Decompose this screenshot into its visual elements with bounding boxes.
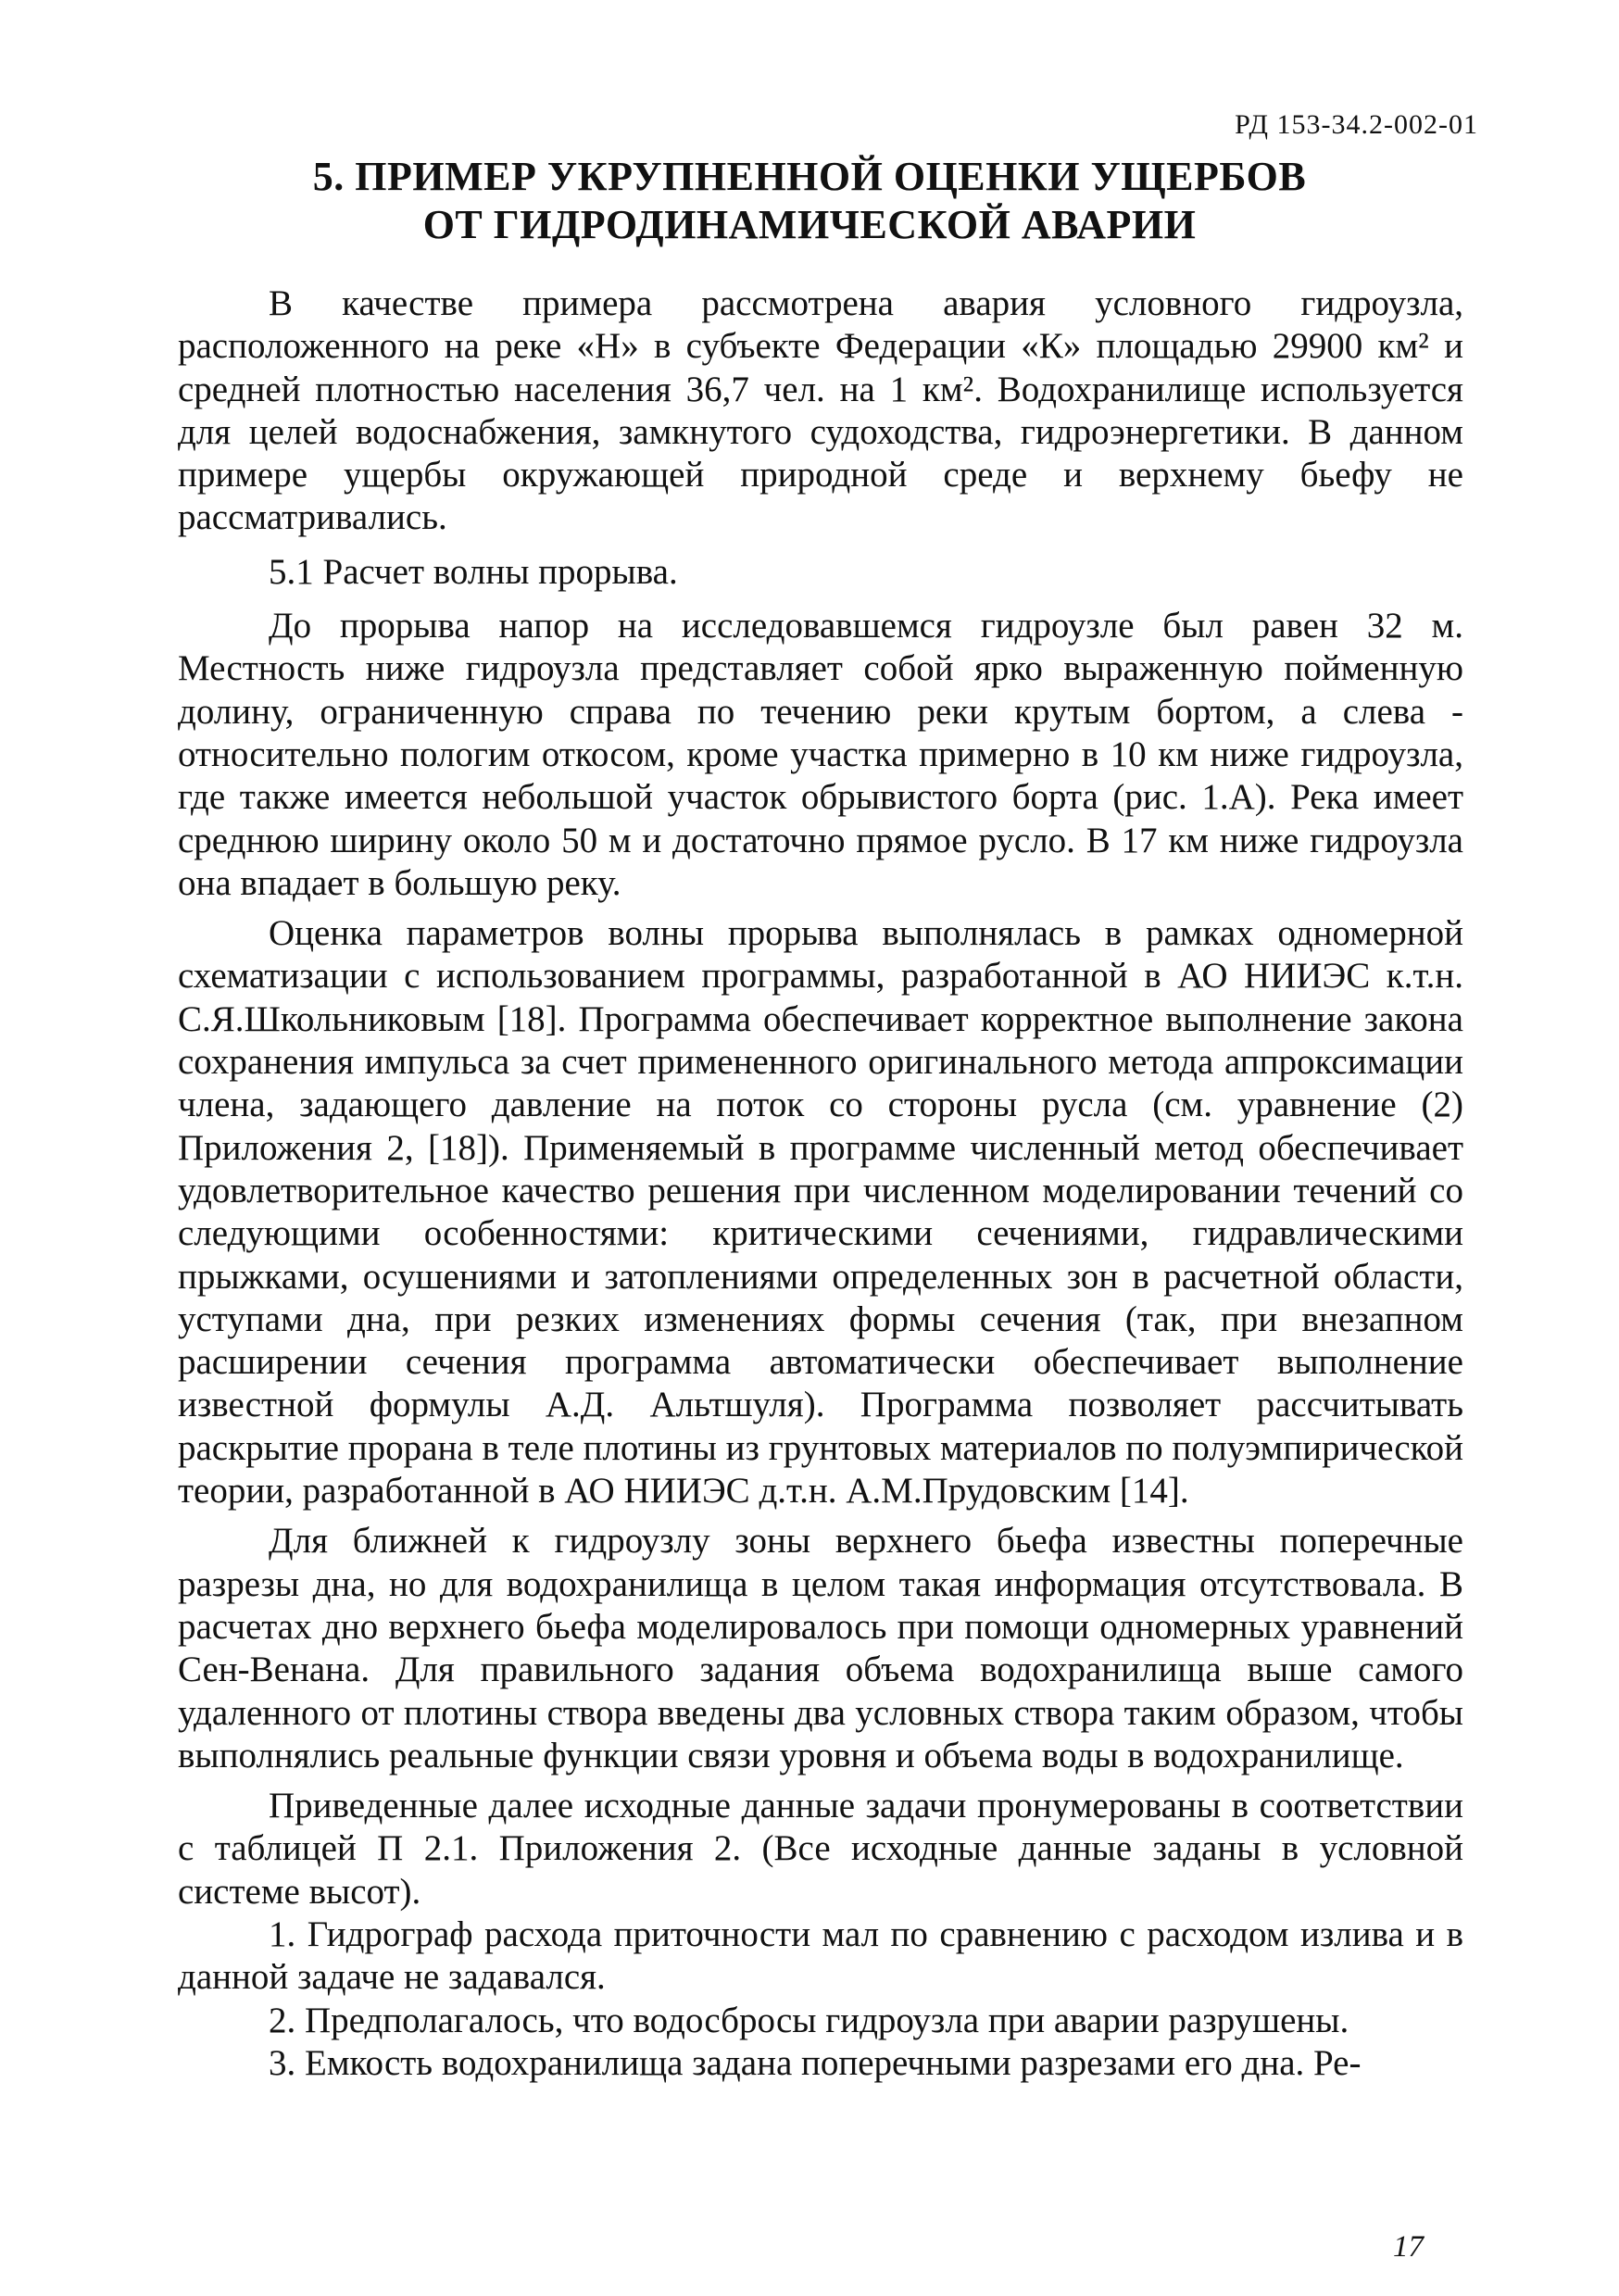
section-title-line-2: ОТ ГИДРОДИНАМИЧЕСКОЙ АВАРИИ [422,202,1197,247]
paragraph-upstream: Для ближней к гидроузлу зоны верхнего бьефа известны поперечные разрезы дна, но для водохранилища в целом такая информация отсутствовала. В расчетах дно верхнего бьефа моделировалось при помощи одномерных уравнений Сен-Венана. Для правильного задания объема водохранилища выше самого удаленного от плотины створа введены два условных створа таким образом, чтобы выполнялись реальные функции связи уровня и объема воды в водохранилище. [178,1521,1463,1775]
list-item-2: 2. Предполагалось, что водосбросы гидроузла при аварии разрушены. [269,2000,1349,2040]
paragraph-input-data: Приведенные далее исходные данные задачи пронумерованы в соответствии с таблицей П 2.1. Приложения 2. (Все исходные данные заданы в условной системе высот). [178,1786,1463,1912]
subsection-heading: 5.1 Расчет волны прорыва. [269,551,678,592]
paragraph-method: Оценка параметров волны прорыва выполнялась в рамках одномерной схематизации с использованием программы, разработанной в АО НИИЭС к.т.н. С.Я.Школьниковым [18]. Программа обеспечивает корректное выполнение закона сохранения импульса за счет примененного оригинального метода аппроксимации члена, задающего давление на поток со стороны русла (см. уравнение (2) Приложения 2, [18]). Применяемый в программе численный метод обеспечивает удовлетворительное качество решения при численном моделировании течений со следующими особенностями: критическими сечениями, гидравлическими прыжками, осушениями и затоплениями определенных зон в расчетной области, уступами дна, при резких изменениях формы сечения (так, при внезапном расширении сечения программа автоматически обеспечивает выполнение известной формулы А.Д. Альтшуля). Программа позволяет рассчитывать раскрытие прорана в теле плотины из грунтовых материалов по полуэмпирической теории, разработанной в АО НИИЭС д.т.н. А.М.Прудовским [14]. [178,913,1463,1512]
paragraph-terrain: До прорыва напор на исследовавшемся гидроузле был равен 32 м. Местность ниже гидроузла представляет собой ярко выраженную пойменную долину, ограниченную справа по течению реки крутым бортом, а слева - относительно пологим откосом, кроме участка примерно в 10 км ниже гидроузла, где также имеется небольшой участок обрывистого борта (рис. 1.А). Река имеет среднюю ширину около 50 м и достаточно прямое русло. В 17 км ниже гидроузла она впадает в большую реку. [178,606,1463,903]
list-item-1: 1. Гидрограф расхода приточности мал по сравнению с расходом излива и в данной задаче не задавался. [178,1913,1463,1998]
list-item-3: 3. Емкость водохранилища задана поперечными разрезами его дна. Ре- [269,2042,1362,2083]
section-title [0,153,1619,249]
document-code: РД 153-34.2-002-01 [1235,109,1478,140]
section-title-line-1: 5. ПРИМЕР УКРУПНЕННОЙ ОЦЕНКИ УЩЕРБОВ [312,154,1307,199]
page-number: 17 [1393,2230,1424,2264]
paragraph-intro: В качестве примера рассмотрена авария условного гидроузла, расположенного на реке «Н» в субъекте Федерации «К» площадью 29900 км² и средней плотностью населения 36,7 чел. на 1 км². Водохранилище используется для целей водоснабжения, замкнутого судоходства, гидроэнергетики. В данном примере ущербы окружающей природной среде и верхнему бьефу не рассматривались. [178,283,1463,538]
body-text [178,282,1463,2085]
